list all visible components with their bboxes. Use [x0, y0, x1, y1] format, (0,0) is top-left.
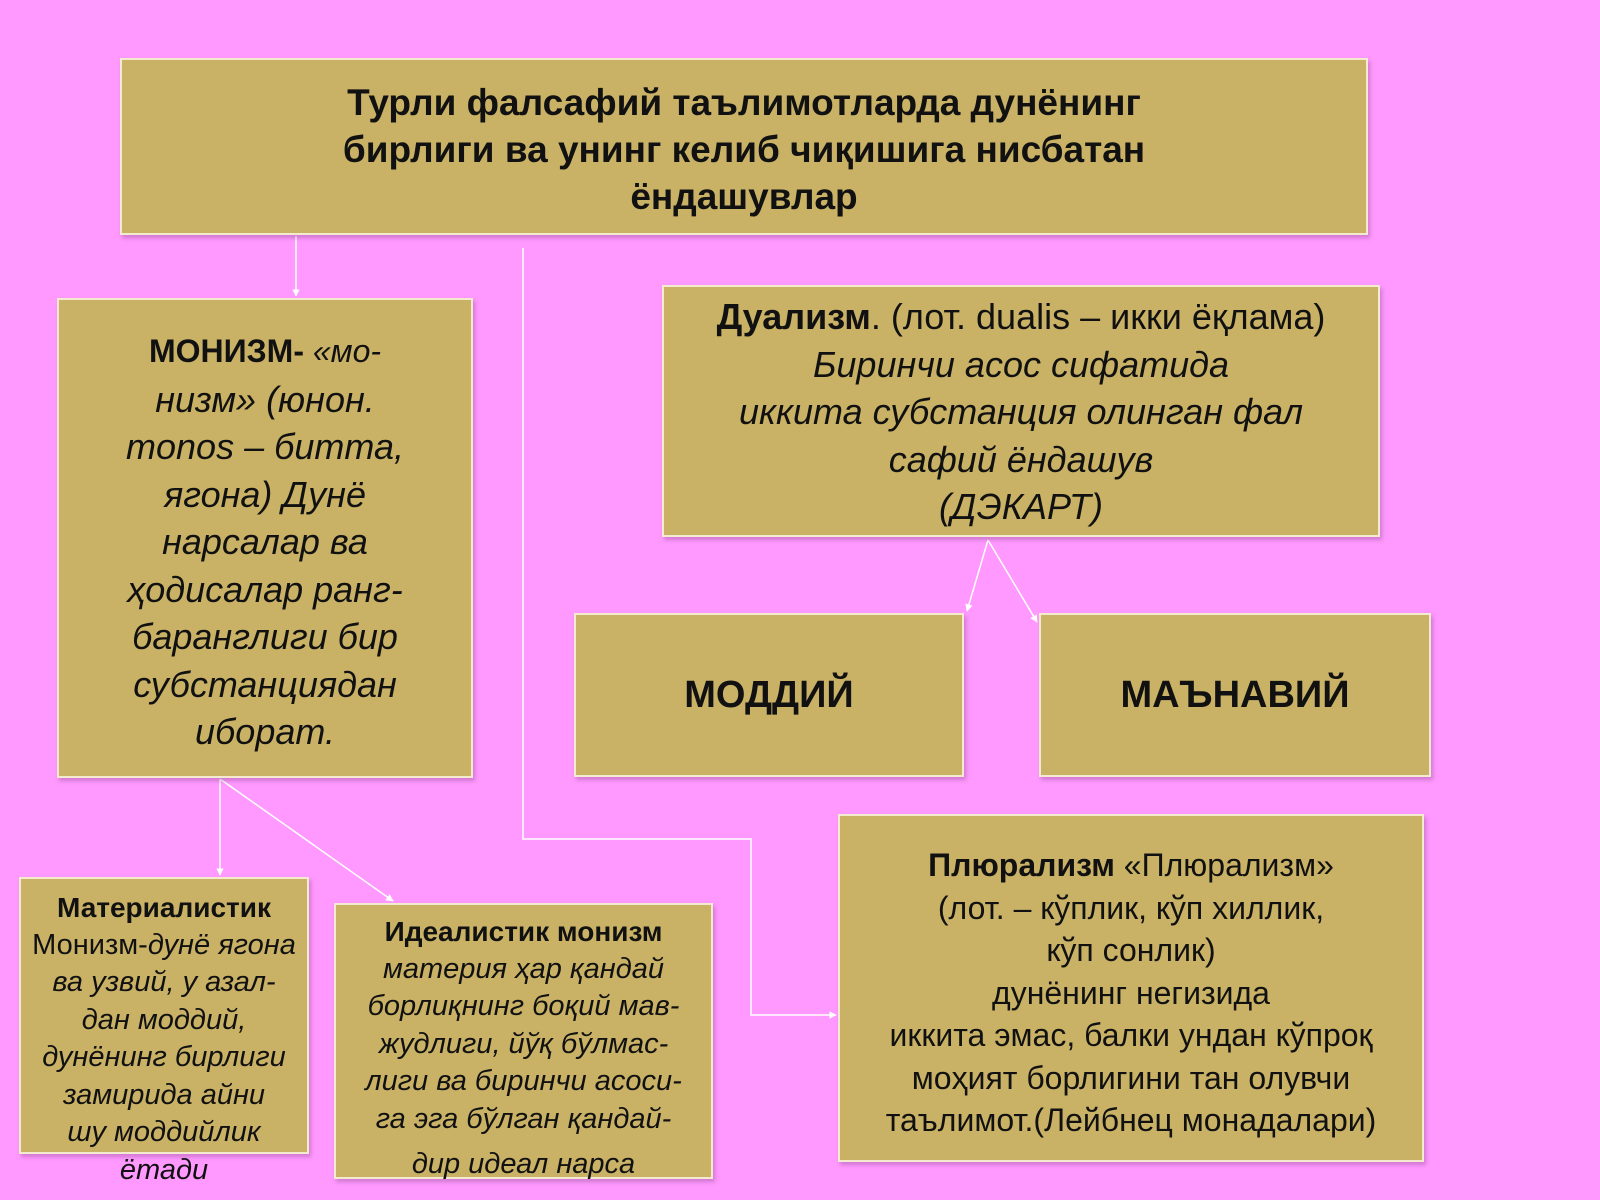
materialist-line-4: дан моддий,	[81, 1003, 247, 1036]
pluralism-line-7: таълимот.(Лейбнец монадалари)	[885, 1102, 1377, 1138]
materialist-monism-box	[19, 877, 309, 1186]
arrow-dualism-to-spiritual	[988, 540, 1037, 622]
materialist-line-3: ва узвий, у азал-	[52, 966, 276, 998]
spiritual-label: МАЪНАВИЙ	[1120, 673, 1350, 716]
dualism-line-1	[664, 293, 1378, 341]
pluralism-line-4: дунёнинг негизида	[992, 974, 1270, 1011]
material-box	[574, 613, 964, 777]
idealist-monism-box	[334, 903, 713, 1179]
pluralism-line-3: кўп сонлик)	[1046, 932, 1216, 968]
title-line-2: бирлиги ва унинг келиб чиқишига нисбатан	[342, 129, 1146, 170]
dualism-line-2: Биринчи асос сифатида	[812, 343, 1230, 385]
dualism-box	[662, 285, 1380, 537]
monism-line-3: monos – битта,	[126, 426, 404, 467]
monism-line-1-rest: «мо-	[303, 333, 382, 369]
pluralism-line-1	[840, 844, 1422, 887]
pluralism-line-1-rest: «Плюрализм»	[1114, 847, 1334, 883]
dualism-line-4: сафий ёндашув	[888, 438, 1154, 480]
pluralism-line-2: (лот. – кўплик, кўп хиллик,	[937, 889, 1325, 926]
dualism-term: Дуализм	[716, 296, 871, 337]
monism-line-1	[89, 326, 441, 376]
materialist-line-8: ётади	[119, 1153, 209, 1186]
materialist-line-5: дунёнинг бирлиги	[42, 1041, 286, 1073]
materialist-line-7: шу моддийлик	[67, 1116, 261, 1148]
materialist-line-2-plain: Монизм-	[32, 928, 148, 961]
pluralism-line-6: моҳият борлигини тан олувчи	[911, 1059, 1351, 1096]
materialist-term: Материалистик	[57, 892, 271, 923]
monism-line-6: ҳодисалар ранг-	[127, 568, 403, 610]
pluralism-box	[838, 814, 1424, 1162]
dualism-line-3: иккита субстанция олинган фал	[738, 391, 1304, 432]
idealist-line-5: лиги ва биринчи асоси-	[365, 1065, 682, 1097]
pluralism-term: Плюрализм	[928, 847, 1115, 883]
materialist-line-2	[21, 927, 307, 965]
title-line-3: ёндашувлар	[630, 176, 858, 217]
dualism-line-1-rest: . (лот. dualis – икки ёқлама)	[870, 296, 1326, 337]
monism-term: МОНИЗМ-	[148, 333, 304, 369]
monism-line-7: баранглиги бир	[132, 616, 398, 657]
spiritual-box	[1039, 613, 1431, 777]
idealist-term: Идеалистик монизм	[384, 916, 663, 947]
arrow-dualism-to-material	[967, 540, 988, 611]
idealist-line-6: га эга бўлган қандай-	[375, 1102, 672, 1135]
idealist-line-2: материя ҳар қандай	[383, 952, 664, 985]
monism-line-2: низм» (юнон.	[155, 378, 375, 420]
title-line-1: Турли фалсафий таълимотларда дунёнинг	[347, 82, 1141, 123]
monism-line-4: ягона) Дунё	[163, 473, 366, 515]
pluralism-line-5: иккита эмас, балки ундан кўпроқ	[889, 1017, 1373, 1053]
monism-line-9: иборат.	[195, 711, 335, 752]
monism-box	[57, 298, 473, 778]
material-label: МОДДИЙ	[684, 673, 854, 716]
monism-line-5: нарсалар ва	[162, 521, 368, 562]
idealist-line-3: борлиқнинг боқий мав-	[367, 990, 680, 1022]
idealist-line-4: жудлиги, йўқ бўлмас-	[378, 1027, 669, 1060]
monism-line-8: субстанциядан	[133, 663, 397, 705]
idealist-line-7: дир идеал нарса	[411, 1148, 636, 1180]
title-box	[120, 58, 1368, 235]
materialist-line-2-rest: дунё ягона	[147, 928, 296, 961]
materialist-line-6: замирида айни	[62, 1078, 266, 1111]
dualism-line-5: (ДЭКАРТ)	[939, 486, 1103, 527]
